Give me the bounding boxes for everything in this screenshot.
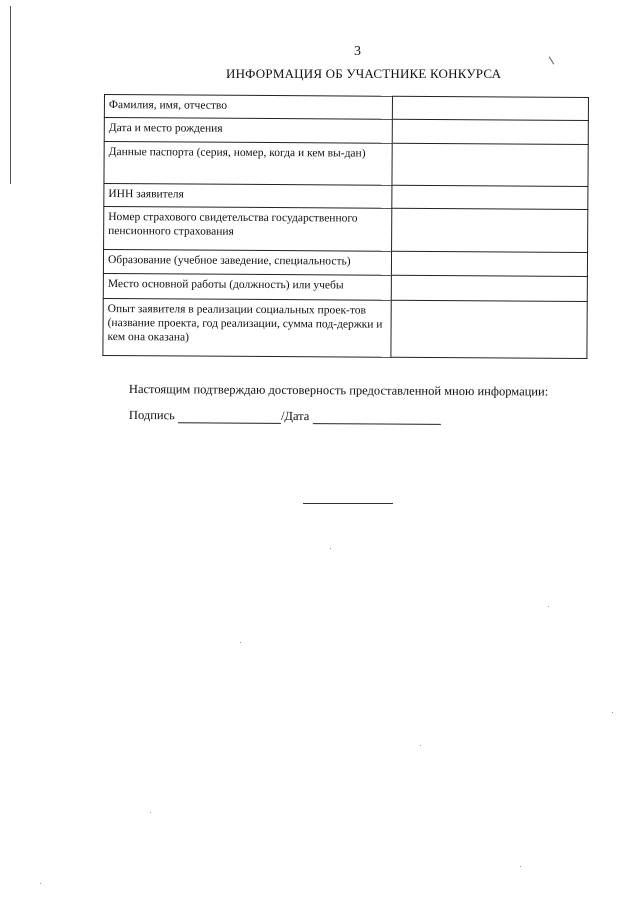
- scan-speck: [150, 812, 151, 813]
- scan-speck: [420, 745, 421, 746]
- row-value-field[interactable]: [392, 96, 588, 120]
- page-title: ИНФОРМАЦИЯ ОБ УЧАСТНИКЕ КОНКУРСА: [226, 66, 502, 81]
- scan-speck: [40, 883, 41, 884]
- table-row: [104, 95, 588, 121]
- page-number: 3: [354, 44, 361, 59]
- scan-edge-line: [10, 6, 11, 184]
- scan-mark: [549, 56, 555, 64]
- table-row: [103, 298, 587, 358]
- row-label: Данные паспорта (серия, номер, когда и кем вы-дан): [104, 142, 392, 186]
- confirmation-statement: Настоящим подтверждаю достоверность предоставленной мною информации:: [128, 382, 549, 399]
- scan-speck: [520, 866, 521, 867]
- row-label: Опыт заявителя в реализации социальных проек-тов (название проекта, год реализации, сумма под-держки и кем она оказана): [103, 298, 391, 357]
- row-label: Место основной работы (должность) или учебы: [103, 273, 391, 300]
- signature-label: Подпись: [128, 408, 175, 423]
- row-value-field[interactable]: [392, 185, 588, 209]
- row-value-field[interactable]: [391, 251, 587, 276]
- row-value-field[interactable]: [392, 119, 588, 144]
- row-value-field[interactable]: [391, 275, 587, 301]
- table-row: [104, 142, 588, 187]
- row-label: ИНН заявителя: [104, 184, 392, 209]
- table-row: [103, 273, 587, 301]
- row-label: Фамилия, имя, отчество: [104, 95, 392, 120]
- date-label: /Дата: [280, 408, 310, 424]
- row-label: Образование (учебное заведение, специальность): [103, 250, 391, 276]
- table-row: [104, 184, 588, 210]
- table-row: [104, 207, 588, 253]
- table-row: [103, 250, 587, 277]
- scan-speck: [612, 712, 613, 713]
- row-label: Номер страхового свидетельства государственного пенсионного страхования: [104, 207, 392, 252]
- row-label: Дата и место рождения: [104, 118, 392, 144]
- row-value-field[interactable]: [391, 300, 587, 358]
- row-value-field[interactable]: [391, 208, 587, 252]
- signature-date-line: [129, 408, 441, 425]
- scan-speck: [240, 642, 241, 643]
- row-value-field[interactable]: [392, 143, 588, 186]
- scan-speck: [330, 548, 331, 549]
- scan-speck: [548, 606, 549, 607]
- participant-info-table: [102, 94, 589, 359]
- signature-field[interactable]: [178, 409, 281, 424]
- date-field[interactable]: [312, 410, 440, 425]
- end-divider: [303, 503, 393, 504]
- table-row: [104, 118, 588, 145]
